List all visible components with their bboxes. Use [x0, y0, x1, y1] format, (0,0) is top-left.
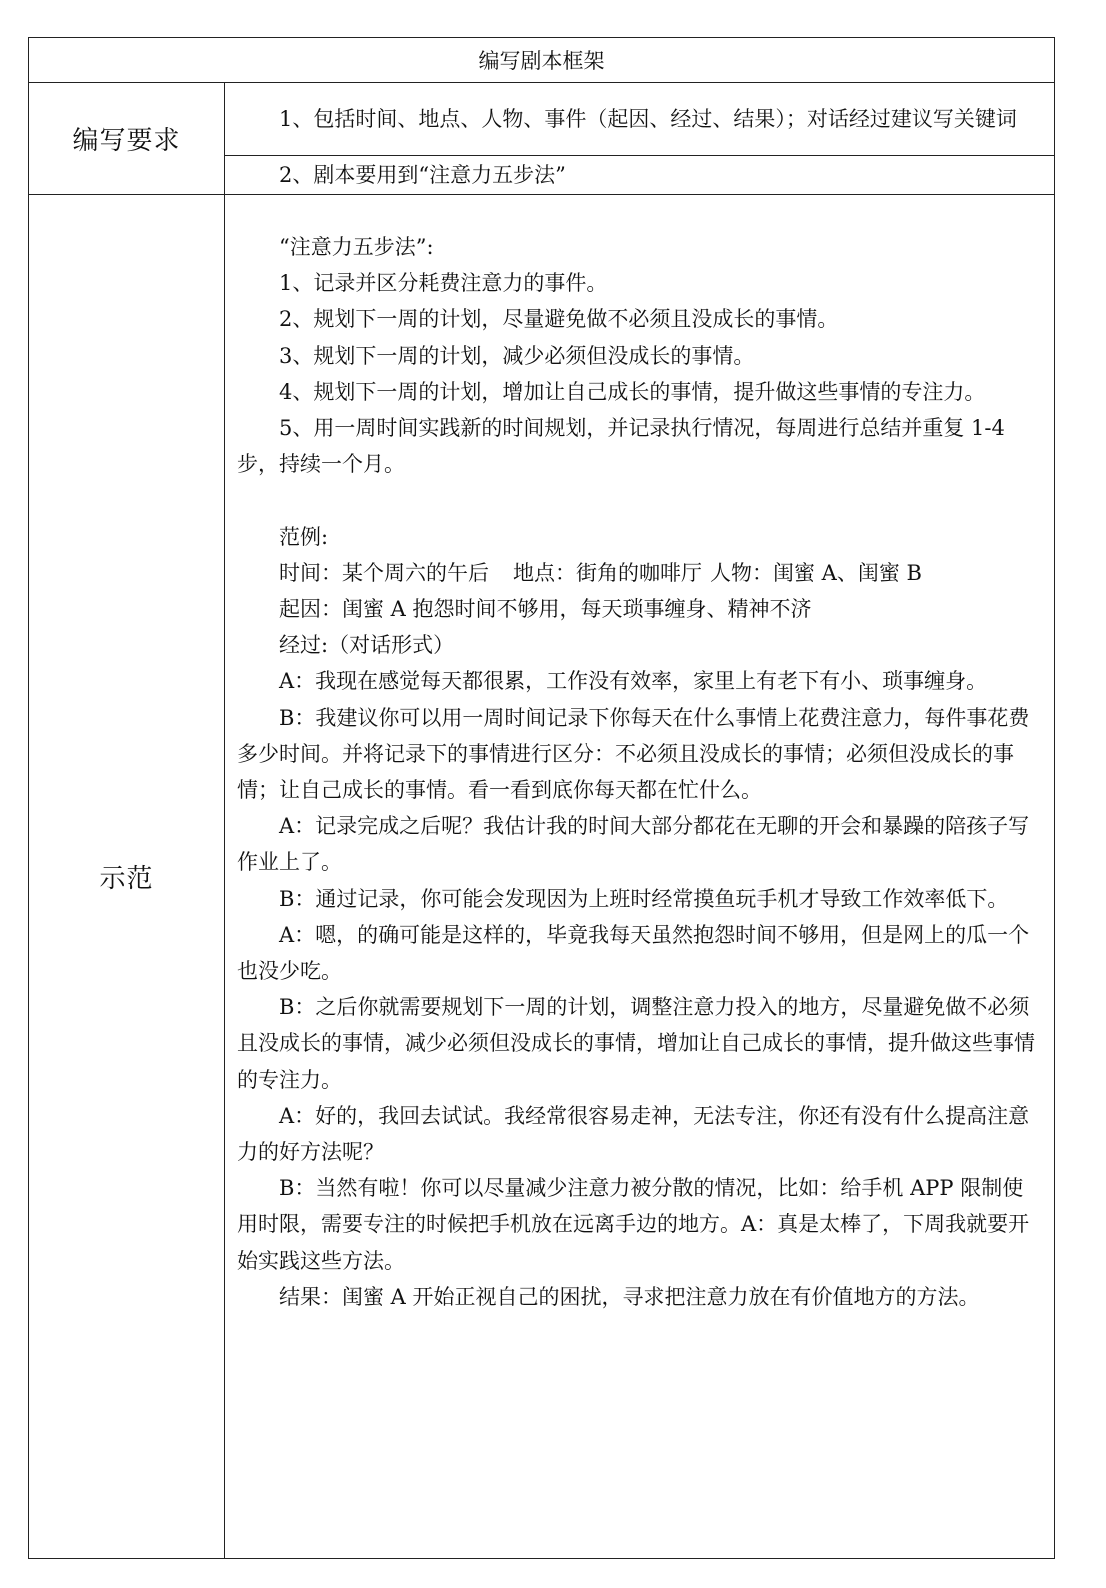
example-time: 时间：某个周六的午后: [279, 560, 489, 585]
example-setting-line: [237, 555, 1044, 591]
requirement-text-1: 1、包括时间、地点、人物、事件（起因、经过、结果）；对话经过建议写关键词: [279, 107, 1017, 131]
requirement-item-1: [225, 83, 1055, 156]
table-title: 编写剧本框架: [29, 38, 1055, 83]
method-step-5: 5、用一周时间实践新的时间规划，并记录执行情况，每周进行总结并重复 1-4 步，持续一个月。: [237, 416, 1005, 477]
demo-label: 示范: [29, 195, 225, 1559]
method-step-2: 2、规划下一周的计划，尽量避免做不必须且没成长的事情。: [279, 307, 839, 332]
demo-content: [225, 195, 1055, 1559]
example-process-title: 经过:（对话形式）: [279, 633, 455, 658]
method-step-3: 3、规划下一周的计划，减少必须但没成长的事情。: [279, 343, 755, 368]
example-people: 人物：闺蜜 A、闺蜜 B: [710, 560, 922, 585]
dialogue-line-6: B：之后你就需要规划下一周的计划，调整注意力投入的地方，尽量避免做不必须且没成长的事情，减少必须但没成长的事情，增加让自己成长的事情，提升做这些事情的专注力。: [237, 995, 1035, 1092]
requirement-item-2: [225, 156, 1055, 195]
example-place: 地点：街角的咖啡厅: [513, 560, 702, 585]
example-result: 结果：闺蜜 A 开始正视自己的困扰，寻求把注意力放在有价值地方的方法。: [279, 1284, 980, 1309]
script-framework-table: [28, 37, 1055, 1559]
dialogue-line-7: A：好的，我回去试试。我经常很容易走神，无法专注，你还有没有什么提高注意力的好方法呢？: [237, 1103, 1030, 1165]
dialogue-line-1: A：我现在感觉每天都很累，工作没有效率，家里上有老下有小、琐事缠身。: [279, 669, 988, 694]
method-title: “注意力五步法”:: [279, 235, 434, 259]
example-cause: 起因：闺蜜 A 抱怨时间不够用，每天琐事缠身、精神不济: [279, 597, 812, 622]
dialogue-line-5: A：嗯，的确可能是这样的，毕竟我每天虽然抱怨时间不够用，但是网上的瓜一个也没少吃。: [237, 922, 1030, 984]
dialogue-line-8: B：当然有啦！你可以尽量减少注意力被分散的情况，比如：给手机 APP 限制使用时限，需要专注的时候把手机放在远离手边的地方。A：真是太棒了，下周我就要开始实践这些方法。: [237, 1176, 1030, 1273]
dialogue-line-4: B：通过记录，你可能会发现因为上班时经常摸鱼玩手机才导致工作效率低下。: [279, 886, 1009, 911]
dialogue-line-3: A：记录完成之后呢？我估计我的时间大部分都花在无聊的开会和暴躁的陪孩子写作业上了。: [237, 814, 1030, 875]
requirements-label: 编写要求: [29, 83, 225, 195]
requirement-text-2: 2、剧本要用到“注意力五步法”: [279, 163, 566, 187]
example-title: 范例:: [279, 524, 329, 549]
method-step-4: 4、规划下一周的计划，增加让自己成长的事情，提升做这些事情的专注力。: [279, 379, 986, 404]
method-step-1: 1、记录并区分耗费注意力的事件。: [279, 271, 608, 296]
spacer: [237, 482, 1044, 518]
dialogue-line-2: B：我建议你可以用一周时间记录下你每天在什么事情上花费注意力，每件事花费多少时间。并将记录下的事情进行区分：不必须且没成长的事情；必须但没成长的事情；让自己成长的事情。看一看到底你每天都在忙什么。: [237, 705, 1030, 803]
